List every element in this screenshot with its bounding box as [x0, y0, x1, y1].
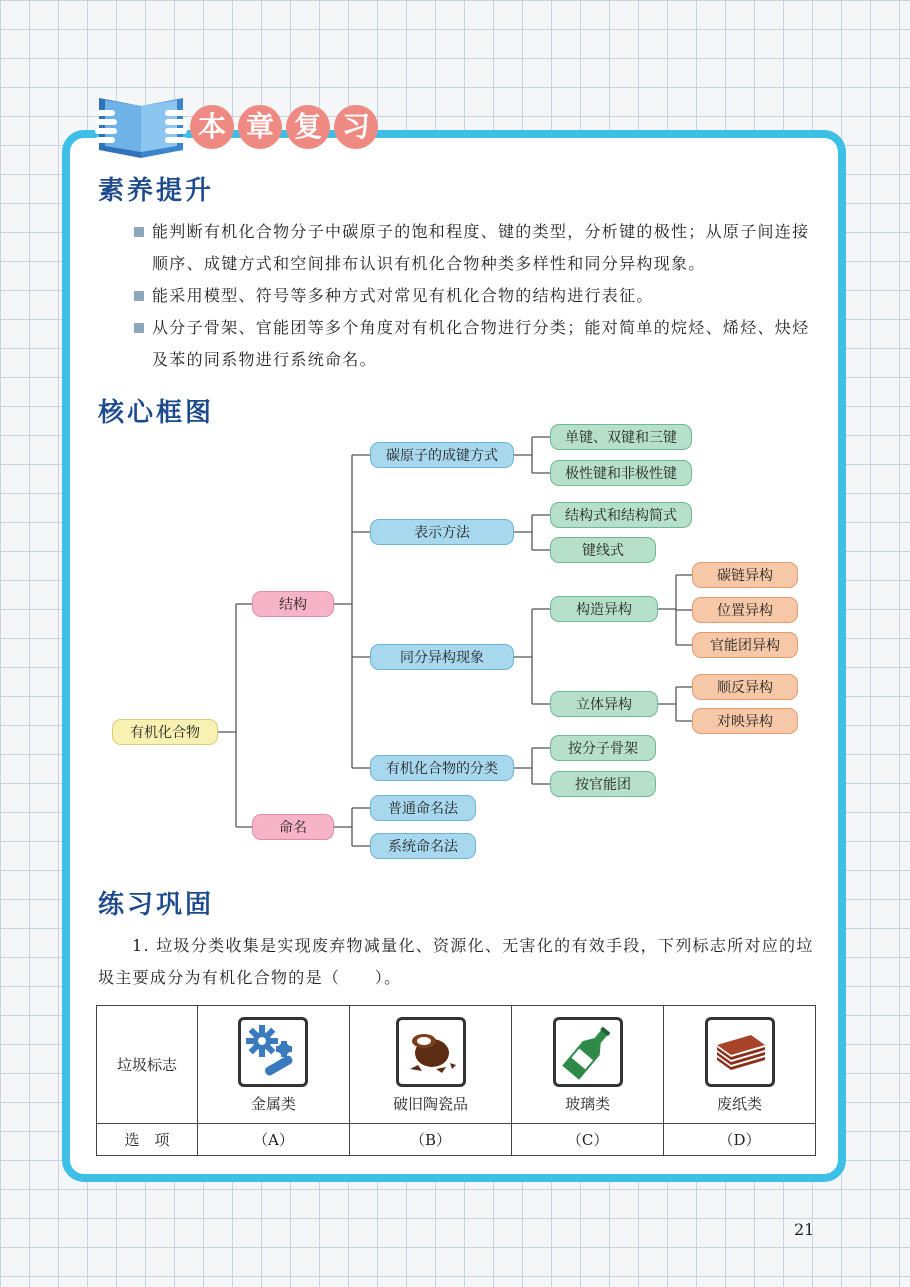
row-label-option: 选 项	[97, 1124, 198, 1156]
chapter-title-char: 本	[190, 105, 234, 149]
node-isomerism: 同分异构现象	[370, 644, 514, 670]
table-cell	[512, 1006, 664, 1124]
ceramic-icon	[396, 1017, 466, 1087]
row-label-sign: 垃圾标志	[97, 1006, 198, 1124]
node-chain-isomer: 碳链异构	[692, 562, 798, 588]
node-systematic-naming: 系统命名法	[370, 833, 476, 859]
node-bond-polarity: 极性键和非极性键	[550, 460, 692, 486]
metal-icon	[238, 1017, 308, 1087]
node-naming: 命名	[252, 814, 334, 840]
option-b: （B）	[349, 1124, 511, 1156]
node-organic-compound: 有机化合物	[112, 719, 218, 745]
node-classification: 有机化合物的分类	[370, 755, 514, 781]
paper-stack-icon	[705, 1017, 775, 1087]
table-cell	[664, 1006, 816, 1124]
option-c: （C）	[512, 1124, 664, 1156]
open-book-icon	[95, 92, 187, 160]
node-common-naming: 普通命名法	[370, 795, 476, 821]
node-representation: 表示方法	[370, 519, 514, 545]
page-number: 21	[794, 1220, 815, 1239]
table-cell	[198, 1006, 350, 1124]
label-glass: 玻璃类	[565, 1095, 611, 1113]
node-enantiomer: 对映异构	[692, 708, 798, 734]
list-item: 能判断有机化合物分子中碳原子的饱和程度、键的类型，分析键的极性；从原子间连接顺序、成键方式和空间排布认识有机化合物种类多样性和同分异构现象。	[132, 216, 822, 280]
list-item: 从分子骨架、官能团等多个角度对有机化合物进行分类；能对简单的烷烃、烯烃、炔烃及苯的同系物进行系统命名。	[132, 312, 822, 376]
node-bonding: 碳原子的成键方式	[370, 442, 514, 468]
chapter-title-char: 复	[286, 105, 330, 149]
node-stereo-isomer: 立体异构	[550, 691, 658, 717]
trash-sign-table	[96, 1005, 816, 1156]
section-title-practice: 练习巩固	[98, 890, 215, 920]
label-metal: 金属类	[250, 1095, 296, 1113]
node-functional-isomer: 官能团异构	[692, 632, 798, 658]
node-by-functional-group: 按官能团	[550, 771, 656, 797]
glass-bottle-icon	[553, 1017, 623, 1087]
section-title-framework: 核心框图	[98, 398, 215, 428]
option-a: （A）	[198, 1124, 350, 1156]
label-ceramic: 破旧陶瓷品	[393, 1095, 469, 1113]
list-item: 能采用模型、符号等多种方式对常见有机化合物的结构进行表征。	[132, 280, 822, 312]
node-cis-trans-isomer: 顺反异构	[692, 674, 798, 700]
chapter-title-char: 习	[334, 105, 378, 149]
question-text: 1. 垃圾分类收集是实现废弃物减量化、资源化、无害化的有效手段，下列标志所对应的垃圾主要成分为有机化合物的是（ ）。	[98, 936, 814, 987]
node-constitutional-isomer: 构造异构	[550, 596, 658, 622]
node-structure: 结构	[252, 591, 334, 617]
node-line-formula: 键线式	[550, 537, 656, 563]
node-position-isomer: 位置异构	[692, 597, 798, 623]
node-structural-formula: 结构式和结构简式	[550, 502, 692, 528]
section-title-literacy: 素养提升	[98, 176, 215, 206]
table-cell	[349, 1006, 511, 1124]
node-by-skeleton: 按分子骨架	[550, 735, 656, 761]
chapter-title	[190, 105, 378, 149]
chapter-title-char: 章	[238, 105, 282, 149]
node-bond-types: 单键、双键和三键	[550, 424, 692, 450]
literacy-list	[132, 216, 822, 376]
option-d: （D）	[664, 1124, 816, 1156]
label-paper: 废纸类	[717, 1095, 763, 1113]
